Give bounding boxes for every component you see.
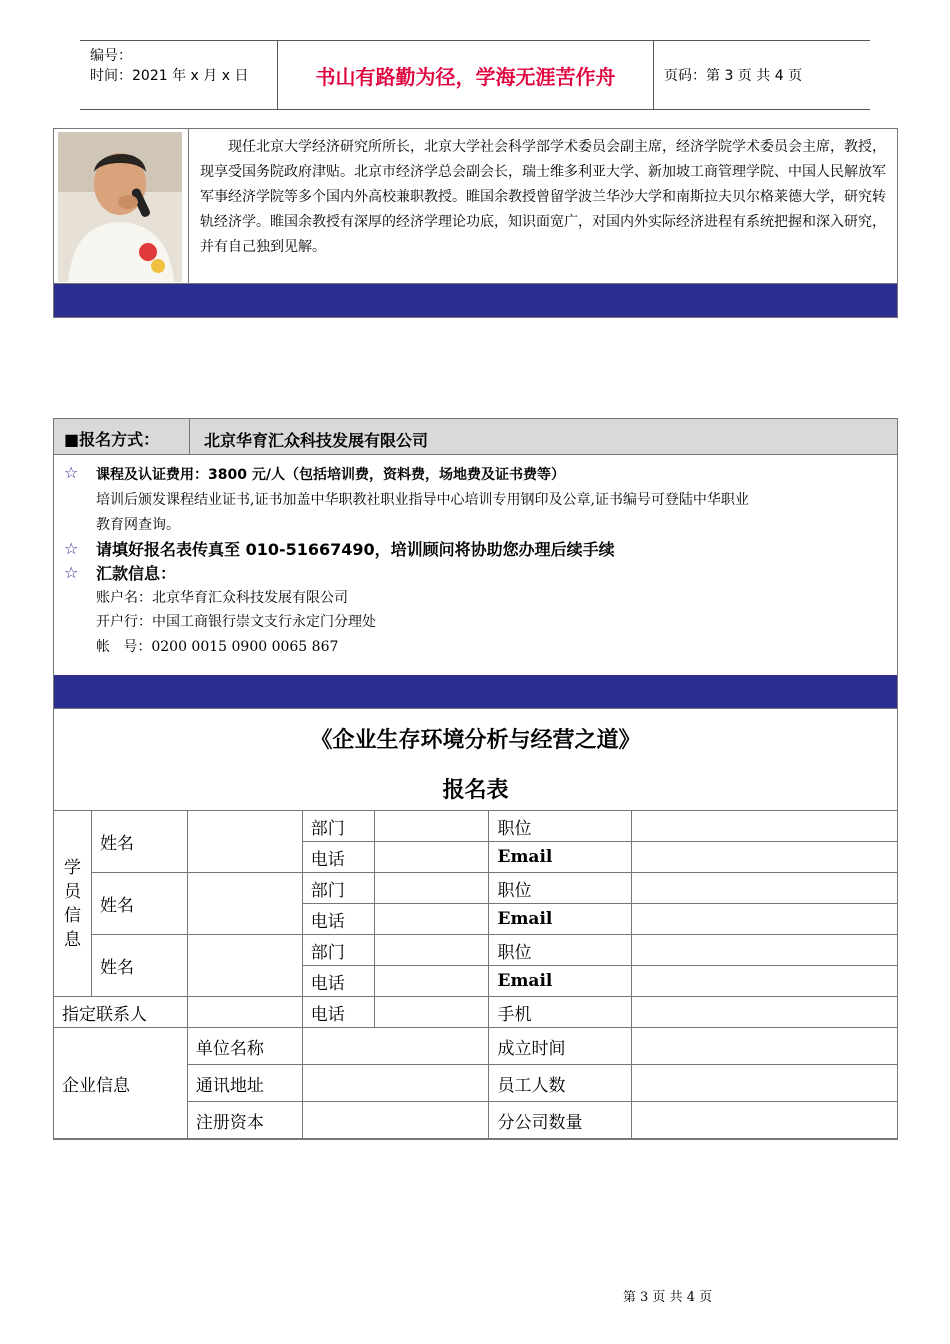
email-label: Email (489, 842, 632, 873)
page-label: 页码：第 3 页 共 4 页 (664, 68, 803, 84)
time-label: 时间：2021 年 x 月 x 日 (90, 68, 249, 84)
registration-section (53, 418, 898, 1140)
branches-field[interactable] (632, 1102, 898, 1139)
staff-count-label: 员工人数 (489, 1065, 632, 1102)
registration-bar (54, 675, 897, 709)
unit-name-field[interactable] (302, 1028, 489, 1065)
contact-phone-field[interactable] (374, 997, 489, 1028)
name-label: 姓名 (91, 873, 187, 935)
header-meta (80, 41, 278, 109)
mobile-field[interactable] (632, 997, 898, 1028)
email-field[interactable] (632, 904, 898, 935)
position-label: 职位 (489, 935, 632, 966)
name-field[interactable] (187, 935, 302, 997)
dept-label: 部门 (302, 935, 374, 966)
staff-count-field[interactable] (632, 1065, 898, 1102)
email-label: Email (489, 904, 632, 935)
star-icon: ☆ (64, 563, 79, 582)
dept-label: 部门 (302, 811, 374, 842)
contact-label: 指定联系人 (54, 997, 188, 1028)
position-field[interactable] (632, 811, 898, 842)
mobile-label: 手机 (489, 997, 632, 1028)
capital-label: 注册资本 (187, 1102, 302, 1139)
bio-text: 现任北京大学经济研究所所长，北京大学社会科学部学术委员会副主席，经济学院学术委员会主席，教授，现享受国务院政府津贴。北京市经济学总会副会长，瑞士维多利亚大学、新加坡工商管理学院、中国人民解放军军事经济学院等多个国内外高校兼职教授。睢国余教授曾留学波兰华沙大学和南斯拉夫贝尔格莱德大学，研究转轨经济学。睢国余教授有深厚的经济学理论功底，知识面宽广，对国内外实际经济进程有系统把握和深入研究，并有自己独到见解。 (200, 139, 886, 255)
dept-field[interactable] (374, 811, 489, 842)
student-group-label: 学员信息 (54, 811, 92, 997)
unit-name-label: 单位名称 (187, 1028, 302, 1065)
bank-name: 开户行：中国工商银行崇文支行永定门分理处 (96, 614, 376, 630)
phone-field[interactable] (374, 842, 489, 873)
name-field[interactable] (187, 873, 302, 935)
form-subtitle: 报名表 (442, 778, 509, 803)
position-label: 职位 (489, 873, 632, 904)
name-field[interactable] (187, 811, 302, 873)
account-number: 帐 号：0200 0015 0900 0065 867 (96, 639, 339, 655)
address-field[interactable] (302, 1065, 489, 1102)
form-title: 《企业生存环境分析与经营之道》 (310, 728, 641, 753)
email-field[interactable] (632, 842, 898, 873)
phone-field[interactable] (374, 904, 489, 935)
dept-field[interactable] (374, 935, 489, 966)
star-icon: ☆ (64, 539, 79, 558)
company-name: 北京华育汇众科技发展有限公司 (204, 431, 429, 450)
name-label: 姓名 (91, 811, 187, 873)
email-label: Email (489, 966, 632, 997)
cert-line-1: 培训后颁发课程结业证书,证书加盖中华职教社职业指导中心培训专用钢印及公章,证书编号可登陆中华职业 (96, 492, 749, 508)
speaker-bio (53, 128, 898, 318)
header-motto: 书山有路勤为径，学海无涯苦作舟 (278, 41, 654, 109)
cert-line-2: 教育网查询。 (96, 517, 180, 533)
method-divider (189, 419, 190, 455)
fee-line: 课程及认证费用：3800 元/人（包括培训费，资料费，场地费及证书费等） (96, 467, 565, 483)
registration-form (53, 810, 898, 1139)
number-label: 编号： (90, 48, 132, 64)
registration-method-row (54, 419, 897, 455)
speaker-photo (58, 132, 182, 282)
dept-label: 部门 (302, 873, 374, 904)
founded-field[interactable] (632, 1028, 898, 1065)
fax-line: 请填好报名表传真至 010-51667490，培训顾问将协助您办理后续手续 (96, 540, 615, 559)
position-label: 职位 (489, 811, 632, 842)
method-label: ■报名方式： (64, 430, 160, 449)
page-header (80, 40, 870, 110)
phone-field[interactable] (374, 966, 489, 997)
contact-field[interactable] (187, 997, 302, 1028)
account-name: 账户名：北京华育汇众科技发展有限公司 (96, 590, 348, 606)
branches-label: 分公司数量 (489, 1102, 632, 1139)
phone-label: 电话 (302, 966, 374, 997)
phone-label: 电话 (302, 842, 374, 873)
address-label: 通讯地址 (187, 1065, 302, 1102)
position-field[interactable] (632, 935, 898, 966)
position-field[interactable] (632, 873, 898, 904)
phone-label: 电话 (302, 904, 374, 935)
bio-divider (188, 129, 189, 283)
bio-bottom-bar (54, 283, 897, 317)
remit-label: 汇款信息： (96, 564, 177, 583)
founded-label: 成立时间 (489, 1028, 632, 1065)
star-icon: ☆ (64, 463, 79, 482)
capital-field[interactable] (302, 1102, 489, 1139)
contact-phone-label: 电话 (302, 997, 374, 1028)
page-footer: 第 3 页 共 4 页 (622, 1290, 713, 1305)
name-label: 姓名 (91, 935, 187, 997)
dept-field[interactable] (374, 873, 489, 904)
company-group-label: 企业信息 (54, 1028, 188, 1139)
email-field[interactable] (632, 966, 898, 997)
